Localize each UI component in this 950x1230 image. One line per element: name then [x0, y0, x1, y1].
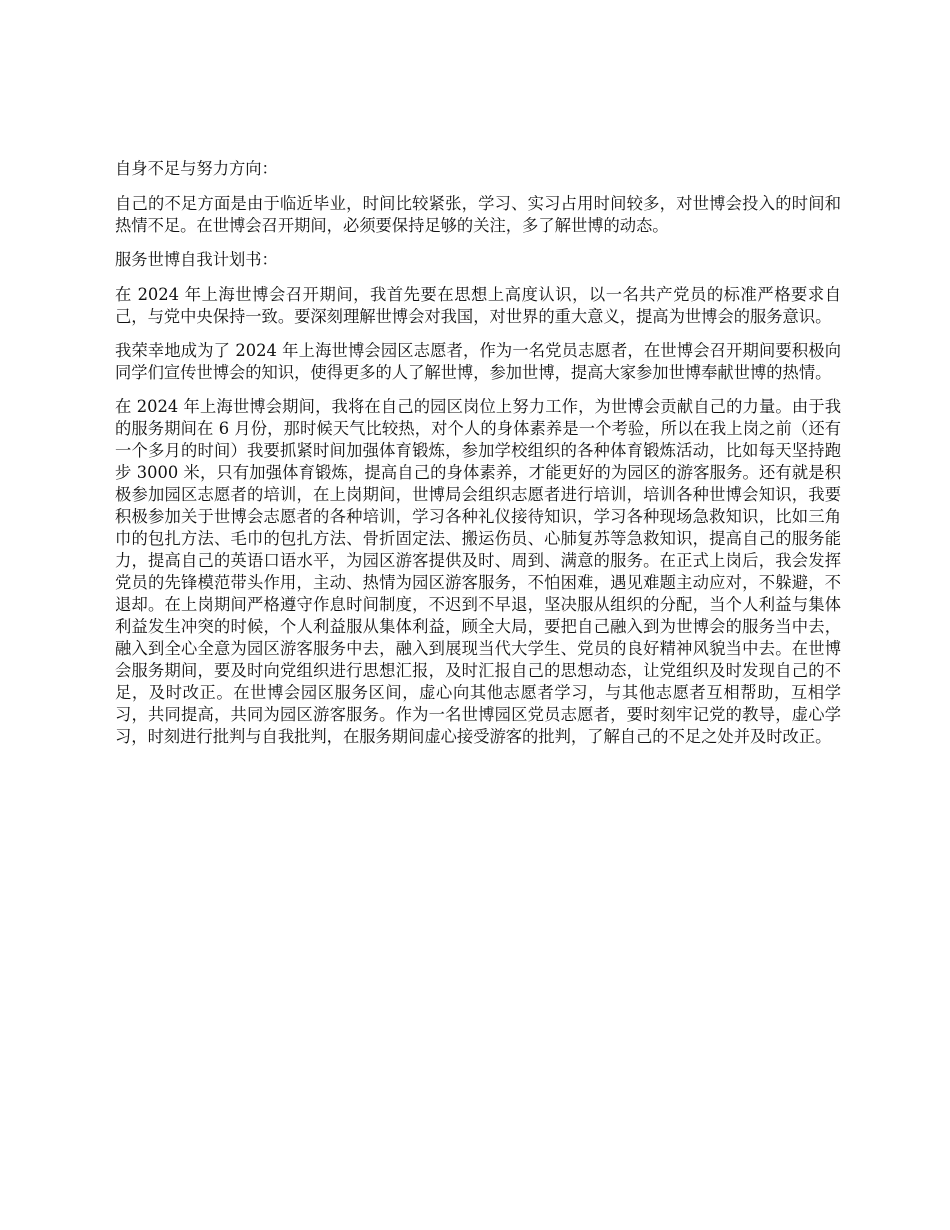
section-heading-plan: 服务世博自我计划书：	[115, 250, 278, 269]
paragraph-plan-service: 在 2024 年上海世博会期间，我将在自己的园区岗位上努力工作，为世博会贡献自己的力量。由于我的服务期间在 6 月份，那时候天气比较热，对个人的身体素养是一个考验，所以在我上岗之前（还有一个多月的时间）我要抓紧时间加强体育锻炼，参加学校组织的各种体育锻炼活动，比如每天坚持跑步 3000 米，只有加强体育锻炼，提高自己的身体素养，才能更好的为园区的游客服务。还有就是积极参加园区志愿者的培训，在上岗期间，世博局会组织志愿者进行培训，培训各种世博会知识，我要积极参加关于世博会志愿者的各种培训，学习各种礼仪接待知识，学习各种现场急救知识，比如三角巾的包扎方法、毛巾的包扎方法、骨折固定法、搬运伤员、心肺复苏等急救知识，提高自己的服务能力，提高自己的英语口语水平，为园区游客提供及时、周到、满意的服务。在正式上岗后，我会发挥党员的先锋模范带头作用，主动、热情为园区游客服务，不怕困难，遇见难题主动应对，不躲避，不退却。在上岗期间严格遵守作息时间制度，不迟到不早退，坚决服从组织的分配，当个人利益与集体利益发生冲突的时候，个人利益服从集体利益，顾全大局，要把自己融入到为世博会的服务当中去，融入到全心全意为园区游客服务中去，融入到展现当代大学生、党员的良好精神风貌当中去。在世博会服务期间，要及时向党组织进行思想汇报，及时汇报自己的思想动态，让党组织及时发现自己的不足，及时改正。在世博会园区服务区间，虚心向其他志愿者学习，与其他志愿者互相帮助，互相学习，共同提高，共同为园区游客服务。作为一名世博园区党员志愿者，要时刻牢记党的教导，虚心学习，时刻进行批判与自我批判，在服务期间虚心接受游客的批判，了解自己的不足之处并及时改正。	[115, 397, 841, 746]
paragraph-shortcomings: 自己的不足方面是由于临近毕业，时间比较紧张，学习、实习占用时间较多，对世博会投入的时间和热情不足。在世博会召开期间，必须要保持足够的关注，多了解世博的动态。	[115, 194, 841, 235]
document-body	[115, 158, 841, 760]
paragraph-plan-volunteer: 我荣幸地成为了 2024 年上海世博会园区志愿者，作为一名党员志愿者，在世博会召开期间要积极向同学们宣传世博会的知识，使得更多的人了解世博，参加世博，提高大家参加世博奉献世博的热情。	[115, 341, 841, 382]
section-heading-shortcomings: 自身不足与努力方向：	[115, 159, 278, 178]
paragraph-plan-awareness: 在 2024 年上海世博会召开期间，我首先要在思想上高度认识，以一名共产党员的标准严格要求自己，与党中央保持一致。要深刻理解世博会对我国，对世界的重大意义，提高为世博会的服务意识。	[115, 285, 841, 326]
